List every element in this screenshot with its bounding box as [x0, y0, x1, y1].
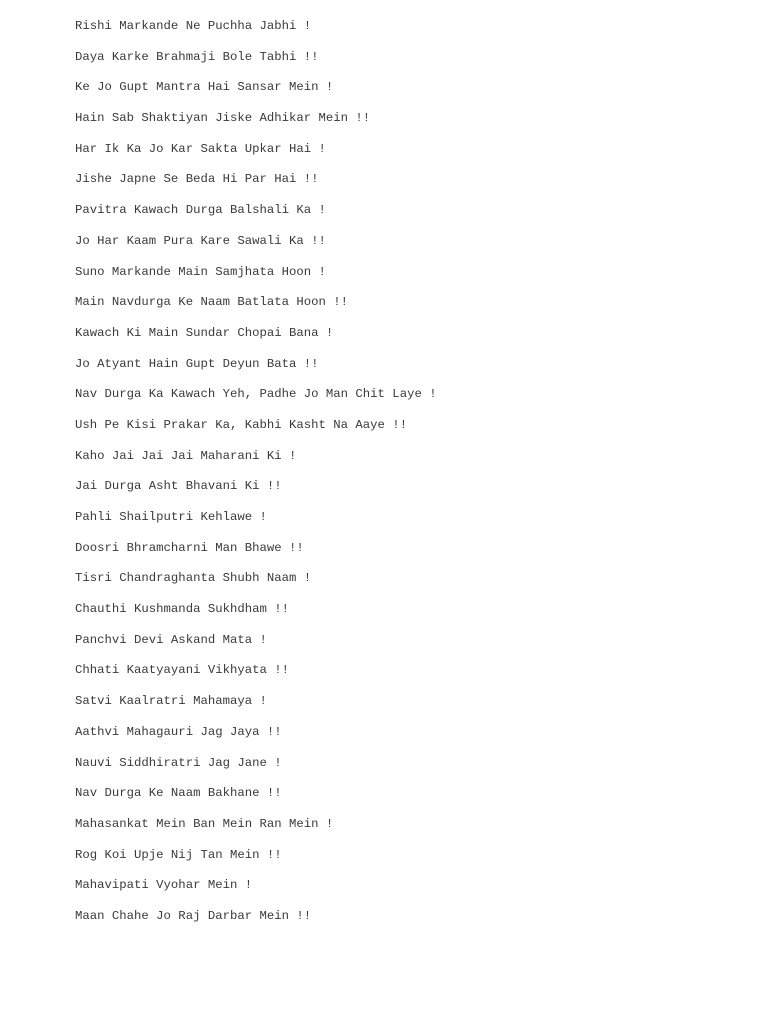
verse-lines [75, 11, 437, 932]
verse-line: Rishi Markande Ne Puchha Jabhi ! [75, 19, 312, 33]
verse-line: Mahavipati Vyohar Mein ! [75, 878, 253, 893]
verse-line: Ush Pe Kisi Prakar Ka, Kabhi Kasht Na Aaye !! [75, 417, 408, 432]
verse-line: Tisri Chandraghanta Shubh Naam ! [75, 571, 312, 586]
verse-line: Pahli Shailputri Kehlawe ! [75, 510, 267, 524]
verse-line: Jo Har Kaam Pura Kare Sawali Ka !! [75, 233, 326, 248]
verse-line: Maan Chahe Jo Raj Darbar Mein !! [75, 908, 312, 923]
verse-line: Ke Jo Gupt Mantra Hai Sansar Mein ! [75, 80, 334, 95]
verse-line: Jai Durga Asht Bhavani Ki !! [75, 479, 282, 494]
verse-line: Jo Atyant Hain Gupt Deyun Bata !! [75, 356, 319, 371]
verse-line: Kaho Jai Jai Jai Maharani Ki ! [75, 448, 297, 463]
verse-line: Jishe Japne Se Beda Hi Par Hai !! [75, 172, 319, 187]
verse-line: Mahasankat Mein Ban Mein Ran Mein ! [75, 816, 334, 831]
verse-line: Aathvi Mahagauri Jag Jaya !! [75, 724, 282, 739]
verse-line: Main Navdurga Ke Naam Batlata Hoon !! [75, 295, 349, 310]
verse-line: Nauvi Siddhiratri Jag Jane ! [75, 755, 282, 770]
verse-line: Satvi Kaalratri Mahamaya ! [75, 694, 267, 709]
verse-line: Chauthi Kushmanda Sukhdham !! [75, 602, 290, 617]
verse-line: Kawach Ki Main Sundar Chopai Bana ! [75, 325, 334, 340]
verse-line: Chhati Kaatyayani Vikhyata !! [75, 663, 290, 678]
verse-line: Daya Karke Brahmaji Bole Tabhi !! [75, 49, 319, 64]
verse-line: Har Ik Ka Jo Kar Sakta Upkar Hai ! [75, 141, 326, 156]
verse-line: Nav Durga Ke Naam Bakhane !! [75, 786, 282, 801]
verse-line: Panchvi Devi Askand Mata ! [75, 632, 267, 647]
verse-line: Doosri Bhramcharni Man Bhawe !! [75, 540, 304, 555]
verse-line: Nav Durga Ka Kawach Yeh, Padhe Jo Man Chit Laye ! [75, 387, 437, 402]
verse-line: Pavitra Kawach Durga Balshali Ka ! [75, 203, 326, 218]
verse-line: Suno Markande Main Samjhata Hoon ! [75, 264, 326, 279]
verse-line: Rog Koi Upje Nij Tan Mein !! [75, 847, 282, 862]
verse-line: Hain Sab Shaktiyan Jiske Adhikar Mein !! [75, 111, 371, 126]
